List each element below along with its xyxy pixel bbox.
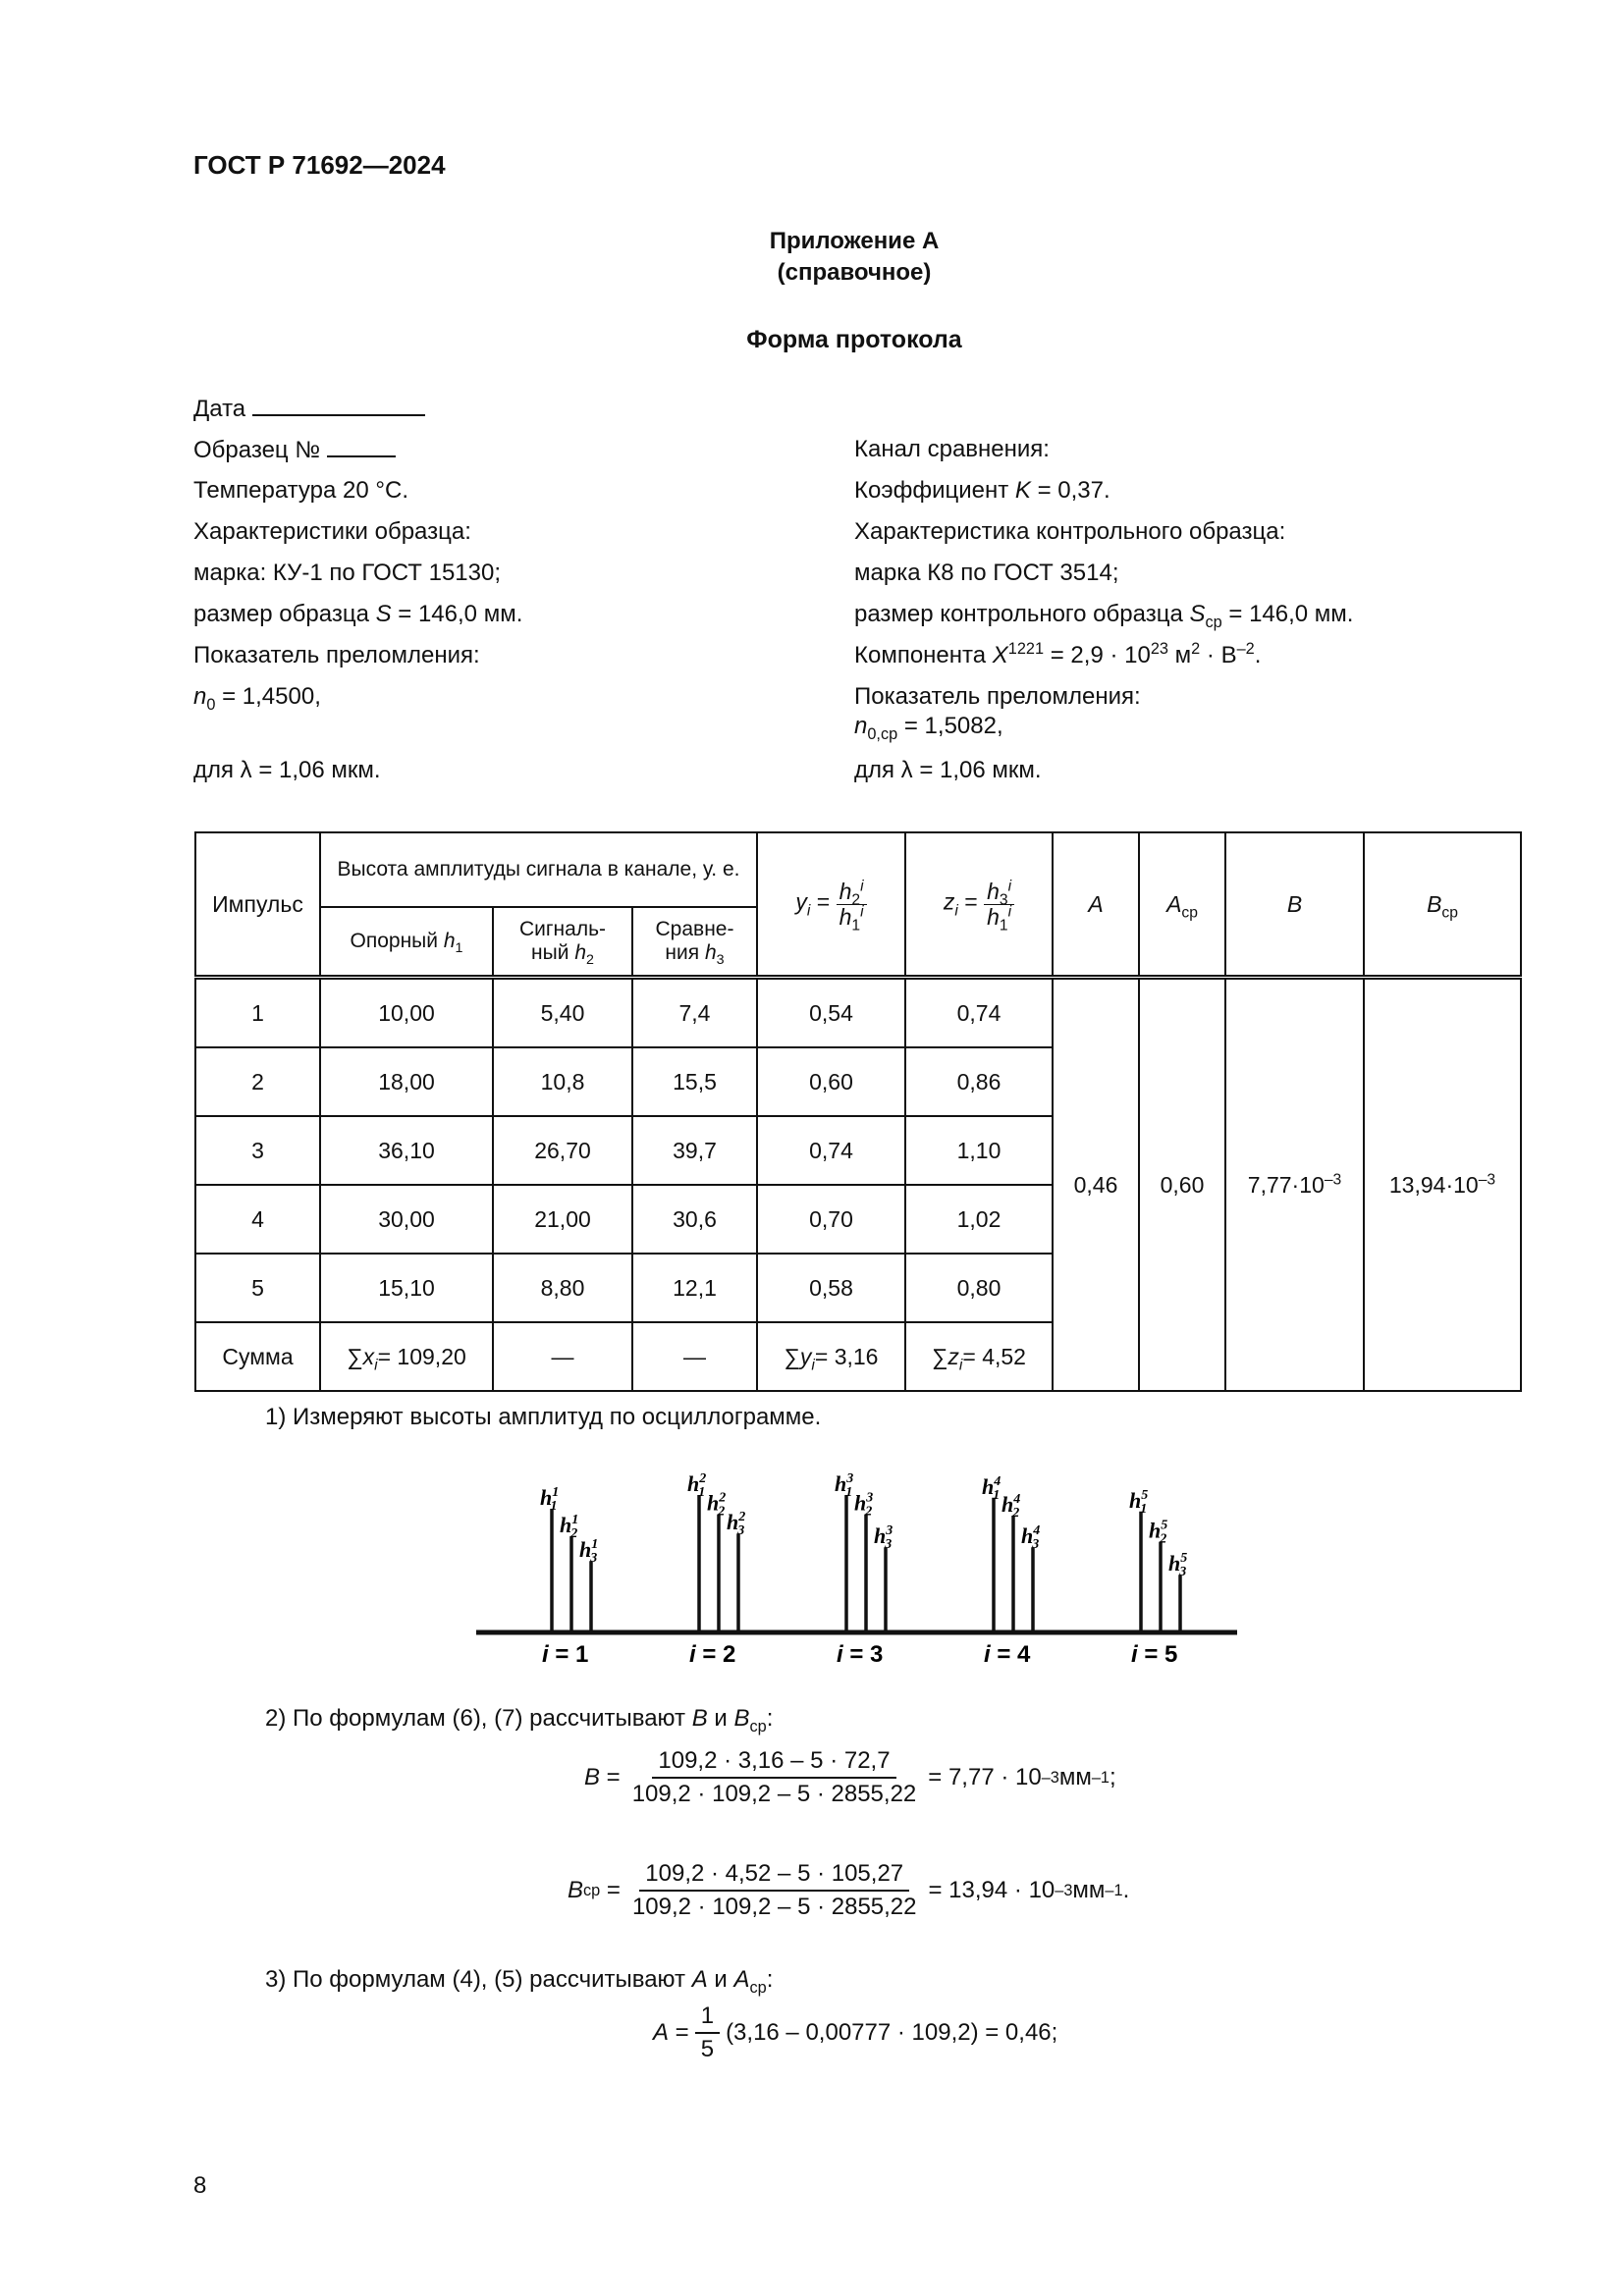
header-y: $y_i$ = $\frac{h_2^i}{h_1^i}$ [757,832,905,978]
pulse-index-label: i = 2 [689,1641,736,1668]
pulse-bar-label: $h^2$ 1 [687,1471,707,1500]
coefficient-text: Коэффициент K = 0,37. [854,477,1110,504]
pulse-bar-label: $h^5$ 1 [1129,1487,1149,1517]
grade-text: марка: КУ-1 по ГОСТ 15130; [193,560,502,586]
refraction-heading: Показатель преломления: [193,642,480,668]
oscillogram-diagram [461,1458,1247,1674]
date-label: Дата [193,396,246,422]
pulse-bar-label: $h^4$ 1 [982,1473,1001,1503]
table-row: 1 10,00 5,40 7,4 0,54 0,74 0,46 0,60 $7,77\cdot 10^{-3}$ $13,94\cdot 10^{-3}$ [195,978,1521,1048]
formula-Bcp: B ср = $\frac{109,2 \cdot 4,52 - 5 \cdot 105,27}{109,2 \cdot 109,2 - 5 \cdot 2855,22}$ = 13,94 · 10 –3 мм –1 . [568,1860,1130,1920]
pulse-bar-label: $h^3$ 1 [835,1471,854,1500]
table-row: 3 36,10 26,70 39,7 0,74 1,10 [195,1116,1521,1185]
pulse-bar-label: $h^1$ 1 [540,1485,559,1514]
pulse-bar-label: $h^2$ 2 [707,1490,727,1520]
pulse-bar-label: $h^5$ 2 [1149,1518,1168,1547]
header-B: B [1225,832,1364,978]
control-grade-text: марка К8 по ГОСТ 3514; [854,560,1119,586]
table-row: 5 15,10 8,80 12,1 0,58 0,80 [195,1254,1521,1322]
date-blank [252,395,425,416]
header-Acp: $A_{ср}$ [1139,832,1225,978]
temperature-text: Температура 20 °С. [193,477,408,504]
n0cp-text: $n_{0,ср} = 1,5082$, [854,713,1003,743]
header-pulse: Импульс [195,832,320,978]
Acp-value: 0,60 [1139,978,1225,1392]
header-A: A [1053,832,1139,978]
form-title: Форма протокола [746,326,962,353]
standard-header: ГОСТ Р 71692—2024 [193,150,446,180]
n0-text: $n_0 = 1,4500$, [193,683,321,714]
header-Bcp: $B_{ср}$ [1364,832,1521,978]
B-value: $7,77\cdot 10^{-3}$ [1225,978,1364,1392]
sample-blank [327,436,396,457]
step3-text: 3) По формулам (4), (5) рассчитывают A и $A_{ср}$: [265,1966,774,1997]
sample-label: Образец № [193,437,321,463]
sample-field [193,436,396,464]
formula-B: B = $\frac{109,2 \cdot 3,16 - 5 \cdot 72,7}{109,2 \cdot 109,2 - 5 \cdot 2855,22}$ = 7,77 · 10 –3 мм –1 ; [584,1747,1116,1807]
lambda-left: для λ = 1,06 мкм. [193,757,381,783]
pulse-bar-label: $h^2$ 3 [727,1510,746,1539]
Bcp-value: $13,94\cdot 10^{-3}$ [1364,978,1521,1392]
lambda-right: для λ = 1,06 мкм. [854,757,1042,783]
pulse-index-label: i = 5 [1131,1641,1178,1668]
appendix-title: Приложение А [769,228,940,254]
header-comparison: Сравне- ния $h_3$ [632,907,757,978]
pulse-bar-label: $h^1$ 3 [579,1537,599,1567]
channel-heading: Канал сравнения: [854,436,1050,462]
control-refraction-heading: Показатель преломления: [854,683,1141,710]
header-reference: Опорный $h_1$ [320,907,493,978]
table-sum-row: Сумма $\sum x_i= 109,20$ — — $\sum y_i= 3,16$ $\sum z_i= 4,52$ [195,1322,1521,1391]
header-signal: Сигналь- ный $h_2$ [493,907,632,978]
protocol-table [194,831,1522,1392]
pulse-bar-label: $h^1$ 2 [560,1513,579,1541]
sum-x: $\sum x_i= 109,20$ [320,1322,493,1391]
pulse-index-label: i = 4 [984,1641,1031,1668]
appendix-note: (справочное) [777,259,932,286]
sum-y: $\sum y_i= 3,16$ [757,1322,905,1391]
step1-text: 1) Измеряют высоты амплитуд по осциллограмме. [265,1404,822,1430]
page-number: 8 [193,2172,207,2199]
control-size-text: размер контрольного образца $S_{ср} = 146,0$ мм. [854,601,1354,631]
date-field [193,395,425,423]
pulse-index-label: i = 1 [542,1641,589,1668]
sum-z: $\sum z_i= 4,52$ [905,1322,1053,1391]
formula-A: A = $\frac{1}{5}$ (3,16 – 0,00777 · 109,2) = 0,46; [653,2002,1058,2062]
pulse-bar-label: $h^5$ 3 [1168,1551,1188,1580]
pulse-bar-label: $h^4$ 2 [1001,1492,1021,1521]
component-text: Компонента $X^{1221} = 2,9 \cdot 10^{23}$ $м^2 \cdot В^{-2}$. [854,640,1262,668]
control-characteristics-heading: Характеристика контрольного образца: [854,518,1286,545]
size-text: размер образца S = 146,0 мм. [193,601,523,627]
pulse-bar-label: $h^4$ 3 [1021,1523,1041,1553]
step2-text: 2) По формулам (6), (7) рассчитывают B и $B_{ср}$: [265,1705,774,1735]
pulse-index-label: i = 3 [837,1641,884,1668]
table-row: 2 18,00 10,8 15,5 0,60 0,86 [195,1047,1521,1116]
table-row: 4 30,00 21,00 30,6 0,70 1,02 [195,1185,1521,1254]
A-value: 0,46 [1053,978,1139,1392]
header-amplitude-group: Высота амплитуды сигнала в канале, у. е. [320,832,757,907]
pulse-bar-label: $h^3$ 3 [874,1523,893,1553]
characteristics-heading: Характеристики образца: [193,518,471,545]
header-z: $z_i$ = $\frac{h_3^i}{h_1^i}$ [905,832,1053,978]
pulse-bar-label: $h^3$ 2 [854,1490,874,1520]
